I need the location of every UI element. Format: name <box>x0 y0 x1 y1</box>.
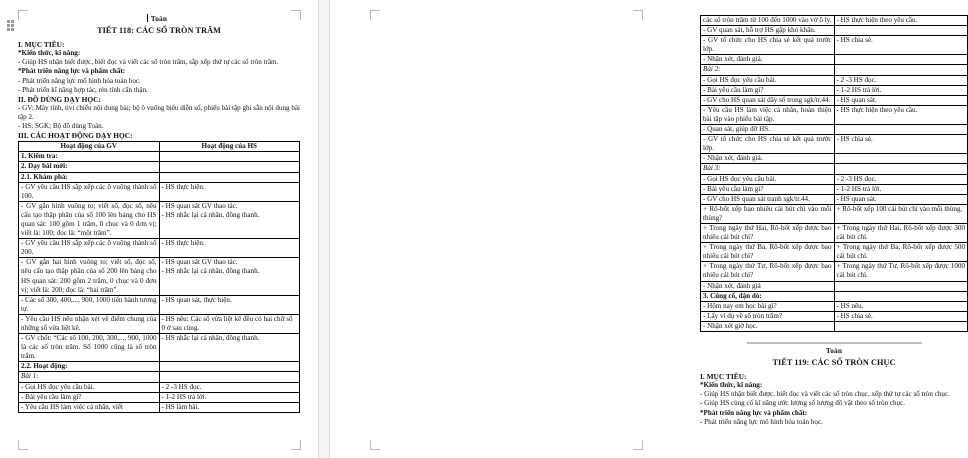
cell-hs <box>834 85 968 95</box>
cell-hs-line: + Trong ngày thứ Hai, Rô-bốt xếp được 300 cái bút chì. <box>836 223 965 242</box>
cell-gv-line: 2. Dạy bài mới: <box>21 162 68 171</box>
cell-hs <box>159 334 300 362</box>
table-row <box>701 174 968 184</box>
activities-table-page-1 <box>18 141 300 413</box>
cell-hs-line: - 1-2 HS trả lời. <box>161 392 207 401</box>
cell-gv-line: 2.1. Khám phá: <box>21 172 68 181</box>
cell-hs <box>834 75 968 85</box>
cell-gv-line: 2.2. Hoạt động: <box>21 362 68 371</box>
text-kien-thuc-119-2: - Giúp HS củng cố kĩ năng ước lượng số lượng đồ vật theo số tròn chục. <box>700 399 906 408</box>
cell-gv <box>701 281 835 291</box>
cell-gv-line: Bài 1: <box>21 372 39 381</box>
table-row <box>19 182 300 201</box>
cell-gv <box>701 65 835 75</box>
cell-gv-line: Bài 2: <box>703 65 721 74</box>
cell-hs <box>159 258 300 295</box>
cell-hs-line: - HS chia sẻ. <box>836 311 873 320</box>
table-row <box>701 95 968 105</box>
cell-gv-line: - Yêu cầu HS làm việc cá nhân, hoàn thiện bài tập vào phiếu bài tập. <box>703 105 832 123</box>
cell-hs <box>159 152 300 162</box>
cell-gv-line: + Rô-bốt xếp bao nhiêu cái bút chì vào mỗi thùng? <box>703 204 832 222</box>
cell-hs <box>159 239 300 258</box>
cell-gv-line: - GV quan sát, hỗ trợ HS gặp khó khăn. <box>703 26 816 35</box>
cell-gv-line: 1. Kiểm tra: <box>21 152 58 161</box>
table-body-page-2 <box>701 16 968 332</box>
table-row <box>19 362 300 372</box>
cell-hs <box>159 392 300 402</box>
cell-hs <box>159 162 300 172</box>
table-row <box>701 135 968 154</box>
cell-gv-line: - GV gắn hình vuông to; viết số, đọc số, nêu cấu tạo thập phân của số 100 lên bảng cho HS quan sát: 100 gồm 1 trăm, 0 chục và 0 đơn vị; viết là: 100; đọc là: “một trăm”. <box>21 201 157 238</box>
move-handle-icon[interactable] <box>7 20 16 31</box>
cell-hs-line: - HS chia sẻ. <box>836 135 873 144</box>
cell-gv-line: 3. Củng cố, dặn dò: <box>703 291 762 300</box>
table-row <box>701 65 968 75</box>
table-row <box>701 125 968 135</box>
cell-hs-line: - HS quan sát GV thao tác. <box>161 258 238 267</box>
cell-gv-line: - GV chốt: “Các số 100, 200, 300,..., 900, 1000 là các số tròn trăm. Số 1000 cũng là số tròn trăm. <box>21 334 157 361</box>
cell-hs <box>834 36 968 55</box>
cell-gv <box>701 154 835 164</box>
cell-gv-line: - Hôm nay em học bài gì? <box>703 301 777 310</box>
cell-gv <box>701 125 835 135</box>
cell-gv <box>701 85 835 95</box>
cell-gv-line: - Gọi HS đọc yêu cầu bài. <box>703 174 777 183</box>
cell-gv-line: - GV yêu cầu HS sắp xếp các ô vuông thành số 100. <box>21 182 157 200</box>
cell-gv <box>701 291 835 301</box>
text-kien-thuc-119-1: - Giúp HS nhận biết được, biết đọc và viết các số tròn chục, xếp thứ tự các số tròn chục. <box>700 390 950 399</box>
table-row <box>701 204 968 223</box>
table-row <box>701 75 968 85</box>
cell-gv-line: các số tròn trăm từ 100 đến 1000 vào vở ô ly. <box>703 16 832 24</box>
cell-gv-line: - Nhận xét, đánh giá. <box>703 154 763 163</box>
cell-hs <box>159 382 300 392</box>
cell-gv <box>19 402 160 412</box>
column-header-gv: Hoạt động của GV <box>19 142 160 152</box>
cell-hs <box>834 262 968 281</box>
cell-gv-line: + Trong ngày thứ Tư, Rô-bốt xếp được bao nhiêu cái bút chì? <box>703 262 832 280</box>
cell-hs <box>834 184 968 194</box>
cell-gv <box>701 55 835 65</box>
table-row <box>701 321 968 331</box>
cell-hs <box>834 174 968 184</box>
table-row <box>19 382 300 392</box>
page-2-body <box>700 14 968 427</box>
cell-gv <box>19 314 160 333</box>
table-row <box>19 172 300 182</box>
cell-hs <box>834 16 968 26</box>
heading-phat-trien-119: *Phát triển năng lực và phẩm chất: <box>700 408 808 417</box>
cell-gv <box>19 182 160 201</box>
cell-gv <box>19 162 160 172</box>
cell-hs-line: - HS nhắc lại cá nhân, đồng thanh. <box>161 210 260 219</box>
heading-kien-thuc-119: *Kiến thức, kĩ năng: <box>700 381 763 390</box>
cell-gv <box>701 321 835 331</box>
text-do-dung-2: - HS: SGK; Bộ đồ dùng Toán. <box>18 122 104 131</box>
cell-gv-line: - Gọi HS đọc yêu cầu bài. <box>21 382 95 391</box>
cell-hs <box>834 194 968 204</box>
cell-gv <box>701 36 835 55</box>
cell-gv-line: - GV gắn hai hình vuông to; viết số, đọc số, nêu cấu tạo thập phân của số 200 lên bảng cho HS quan sát: 200 gồm 2 trăm, 0 chục và 0 đơn vị; viết là: 200; đọc là: “hai trăm”. <box>21 258 157 294</box>
cell-gv <box>19 258 160 295</box>
cell-hs-line: - HS thực hiện theo yêu cầu. <box>836 16 918 24</box>
cell-hs-line: - HS quan sát. <box>836 194 877 203</box>
cell-hs-line: - 2 -3 HS đọc. <box>161 382 202 391</box>
table-row <box>19 392 300 402</box>
cell-gv <box>19 201 160 238</box>
cell-gv <box>701 184 835 194</box>
cell-hs <box>834 291 968 301</box>
cell-hs-line: - HS quan sát. <box>836 95 877 104</box>
cell-gv <box>701 164 835 174</box>
table-header-row <box>19 142 300 152</box>
activities-table-page-2 <box>700 15 968 332</box>
cell-gv <box>19 392 160 402</box>
table-row <box>701 16 968 26</box>
cell-hs <box>159 295 300 314</box>
table-row <box>19 372 300 382</box>
cell-gv-line: - GV cho HS quan sát dãy số trong sgk/tr.44. <box>703 95 831 104</box>
table-row <box>19 201 300 238</box>
table-row <box>701 26 968 36</box>
cell-hs <box>834 321 968 331</box>
table-body-page-1 <box>19 152 300 413</box>
document-page-2 <box>330 0 965 458</box>
table-row <box>701 85 968 95</box>
cell-hs-line: - HS thực hiện. <box>161 239 205 248</box>
cell-hs <box>834 65 968 75</box>
cell-gv <box>701 135 835 154</box>
cell-hs <box>834 55 968 65</box>
cell-hs <box>834 243 968 262</box>
cell-gv <box>19 362 160 372</box>
cell-gv-line: - Gọi HS đọc yêu cầu bài. <box>703 75 777 84</box>
cell-hs-line: - 2 -3 HS đọc. <box>836 174 877 183</box>
cell-gv-line: - GV tổ chức cho HS chia sẻ kết quả trước lớp. <box>703 135 832 153</box>
document-page-1 <box>0 0 318 458</box>
text-phat-trien-2: - Phát triển kĩ năng hợp tác, rèn tính cẩn thận. <box>18 85 148 94</box>
cell-hs-line: - 2 -3 HS đọc. <box>836 75 877 84</box>
cell-hs-line: + Rô-bốt xếp 100 cái bút chì vào mỗi thùng. <box>836 204 963 213</box>
cell-hs <box>159 314 300 333</box>
text-phat-trien-1: - Phát triển năng lực mô hình hóa toán học. <box>18 76 141 85</box>
table-row <box>701 262 968 281</box>
cell-gv <box>701 194 835 204</box>
cell-hs <box>834 154 968 164</box>
cell-hs <box>834 95 968 105</box>
text-do-dung-1: - GV: Máy tính, tivi chiếu nội dung bài; bộ ô vuông biểu diễn số, phiếu bài tập ghi sẵn nội dung bài tập 2. <box>18 103 301 121</box>
table-row <box>701 311 968 321</box>
margin-mark-top-right-p2 <box>633 10 643 20</box>
next-subject-heading: Toán <box>825 346 843 355</box>
table-row <box>701 223 968 242</box>
cell-gv <box>701 311 835 321</box>
cell-hs-line: - HS thực hiện theo yêu cầu. <box>836 105 918 114</box>
table-row <box>701 243 968 262</box>
cell-gv-line: - GV cho HS quan sát tranh sgk/tr.44. <box>703 194 810 203</box>
table-row <box>701 194 968 204</box>
cell-hs <box>834 223 968 242</box>
heading-muc-tieu: I. MỤC TIÊU: <box>18 40 65 50</box>
cell-gv <box>701 16 835 26</box>
table-row <box>701 105 968 124</box>
cell-gv <box>701 243 835 262</box>
table-row <box>19 239 300 258</box>
table-row <box>701 36 968 55</box>
cell-hs <box>159 362 300 372</box>
cell-gv-line: - Nhận xét giờ học. <box>703 321 758 330</box>
cell-gv <box>701 105 835 124</box>
text-cursor <box>147 14 148 22</box>
cell-hs <box>834 135 968 154</box>
table-row <box>19 314 300 333</box>
cell-gv-line: - Bài yêu cầu làm gì? <box>703 85 764 94</box>
column-header-hs: Hoạt động của HS <box>159 142 300 152</box>
table-row <box>701 281 968 291</box>
lesson-title: TIẾT 118: CÁC SỐ TRÒN TRĂM <box>97 26 221 36</box>
cell-hs <box>834 125 968 135</box>
cell-hs <box>159 201 300 238</box>
cell-hs <box>159 182 300 201</box>
cell-hs <box>834 26 968 36</box>
margin-mark-bottom-left-p2 <box>370 440 380 450</box>
cell-hs-line: + Trong ngày thứ Tư, Rô-bốt xếp được 1000 cái bút chì. <box>836 262 965 280</box>
cell-gv <box>19 239 160 258</box>
cell-hs-line: - HS chia sẻ. <box>836 36 873 45</box>
text-phat-trien-119-1: - Phát triển năng lực mô hình hóa toán học. <box>700 417 823 426</box>
cell-hs-line: - HS thực hiện. <box>161 182 205 191</box>
cell-gv-line: - Bài yêu cầu làm gì? <box>21 392 82 401</box>
margin-mark-bottom-right <box>291 440 301 450</box>
cell-hs-line: - 1-2 HS trả lời. <box>836 184 882 193</box>
cell-gv-line: - GV tổ chức cho HS chia sẻ kết quả trước lớp. <box>703 36 832 54</box>
cell-hs-line: - 1-2 HS trả lời. <box>836 85 882 94</box>
cell-gv-line: - Bài yêu cầu làm gì? <box>703 184 764 193</box>
cell-hs-line: - HS quan sát GV thao tác. <box>161 201 238 210</box>
cell-gv-line: - Yêu cầu HS làm việc cá nhân, viết <box>21 402 123 411</box>
cell-hs <box>159 372 300 382</box>
cell-gv <box>701 204 835 223</box>
cell-hs-line: - HS nêu. <box>836 301 864 310</box>
margin-mark-top-left-p2 <box>370 10 380 20</box>
heading-kien-thuc: *Kiến thức, kĩ năng: <box>18 49 81 58</box>
cell-gv-line: - GV yêu cầu HS sắp xếp các ô vuông thành số 200. <box>21 239 157 257</box>
page-1-body <box>18 14 300 413</box>
heading-do-dung: II. ĐỒ DÙNG DẠY HỌC: <box>18 94 101 104</box>
heading-hoat-dong: III. CÁC HOẠT ĐỘNG DẠY HỌC: <box>18 131 133 141</box>
cell-gv <box>19 152 160 162</box>
table-row <box>19 334 300 362</box>
heading-muc-tieu-119: I. MỤC TIÊU: <box>700 372 747 382</box>
cell-gv <box>19 334 160 362</box>
cell-hs-line: - HS nêu: Các số vừa liệt kê đều có hai chữ số 0 ở sau cùng. <box>161 314 293 332</box>
table-row <box>701 291 968 301</box>
table-row <box>19 295 300 314</box>
cell-gv-line: + Trong ngày thứ Hai, Rô-bốt xếp được bao nhiêu cái bút chì? <box>703 223 832 242</box>
cell-gv <box>19 295 160 314</box>
cell-gv <box>701 95 835 105</box>
margin-mark-bottom-left <box>18 440 28 450</box>
cell-hs <box>834 164 968 174</box>
cell-gv-line: - Các số 300, 400,..., 900, 1000 tiến hành tương tự. <box>21 295 157 313</box>
cell-gv-line: Bài 3: <box>703 164 721 173</box>
heading-phat-trien: *Phát triển năng lực và phẩm chất: <box>18 67 126 76</box>
table-row <box>19 258 300 295</box>
cell-gv <box>19 382 160 392</box>
cell-hs <box>834 105 968 124</box>
next-lesson-title: TIẾT 119: CÁC SỐ TRÒN CHỤC <box>772 358 896 368</box>
cell-gv-line: - Lấy ví dụ về số tròn trăm? <box>703 311 782 320</box>
cell-hs <box>159 402 300 412</box>
cell-gv <box>701 174 835 184</box>
table-row <box>701 184 968 194</box>
cell-hs <box>834 281 968 291</box>
cell-hs-line: - HS quan sát, thực hiện. <box>161 295 232 304</box>
cell-gv <box>19 372 160 382</box>
cell-hs-line: - HS làm bài. <box>161 402 200 411</box>
cell-hs-line: - HS nhắc lại cá nhân, đồng thanh. <box>161 334 260 343</box>
table-row <box>19 402 300 412</box>
cell-gv-line: + Trong ngày thứ Ba, Rô-bốt xếp được bao nhiêu cái bút chì? <box>703 243 832 261</box>
cell-hs <box>834 311 968 321</box>
table-row <box>19 162 300 172</box>
page-gutter <box>318 0 330 458</box>
cell-hs <box>834 301 968 311</box>
table-row <box>19 152 300 162</box>
cell-gv-line: - Nhận xét, đánh giá. <box>703 55 763 64</box>
cell-gv <box>701 26 835 36</box>
table-row <box>701 154 968 164</box>
text-kien-thuc: - Giúp HS nhận biết được, biết đọc và viết các số tròn trăm, sắp xếp thứ tự các số tròn trăm. <box>18 58 279 67</box>
table-row <box>701 301 968 311</box>
section-break-rule <box>747 342 922 344</box>
table-row <box>701 55 968 65</box>
cell-hs-line: - HS nhắc lại cá nhân, đồng thanh. <box>161 267 260 276</box>
cell-gv-line: - Yêu cầu HS nêu nhận xét về điểm chung của những số vừa liệt kê. <box>21 314 157 332</box>
cell-gv <box>701 75 835 85</box>
table-row <box>701 164 968 174</box>
cell-gv <box>701 262 835 281</box>
cell-gv <box>19 172 160 182</box>
cell-gv-line: - Nhận xét, đánh giá <box>703 281 761 290</box>
margin-mark-bottom-right-p2 <box>633 440 643 450</box>
cell-gv <box>701 223 835 242</box>
cell-hs <box>834 204 968 223</box>
cell-hs-line: + Trong ngày thứ Ba, Rô-bốt xếp được 500 cái bút chì. <box>836 243 965 261</box>
cell-gv-line: - Quan sát, giúp đỡ HS. <box>703 125 770 134</box>
cell-hs <box>159 172 300 182</box>
cell-gv <box>701 301 835 311</box>
subject-heading: Toán <box>18 14 300 23</box>
